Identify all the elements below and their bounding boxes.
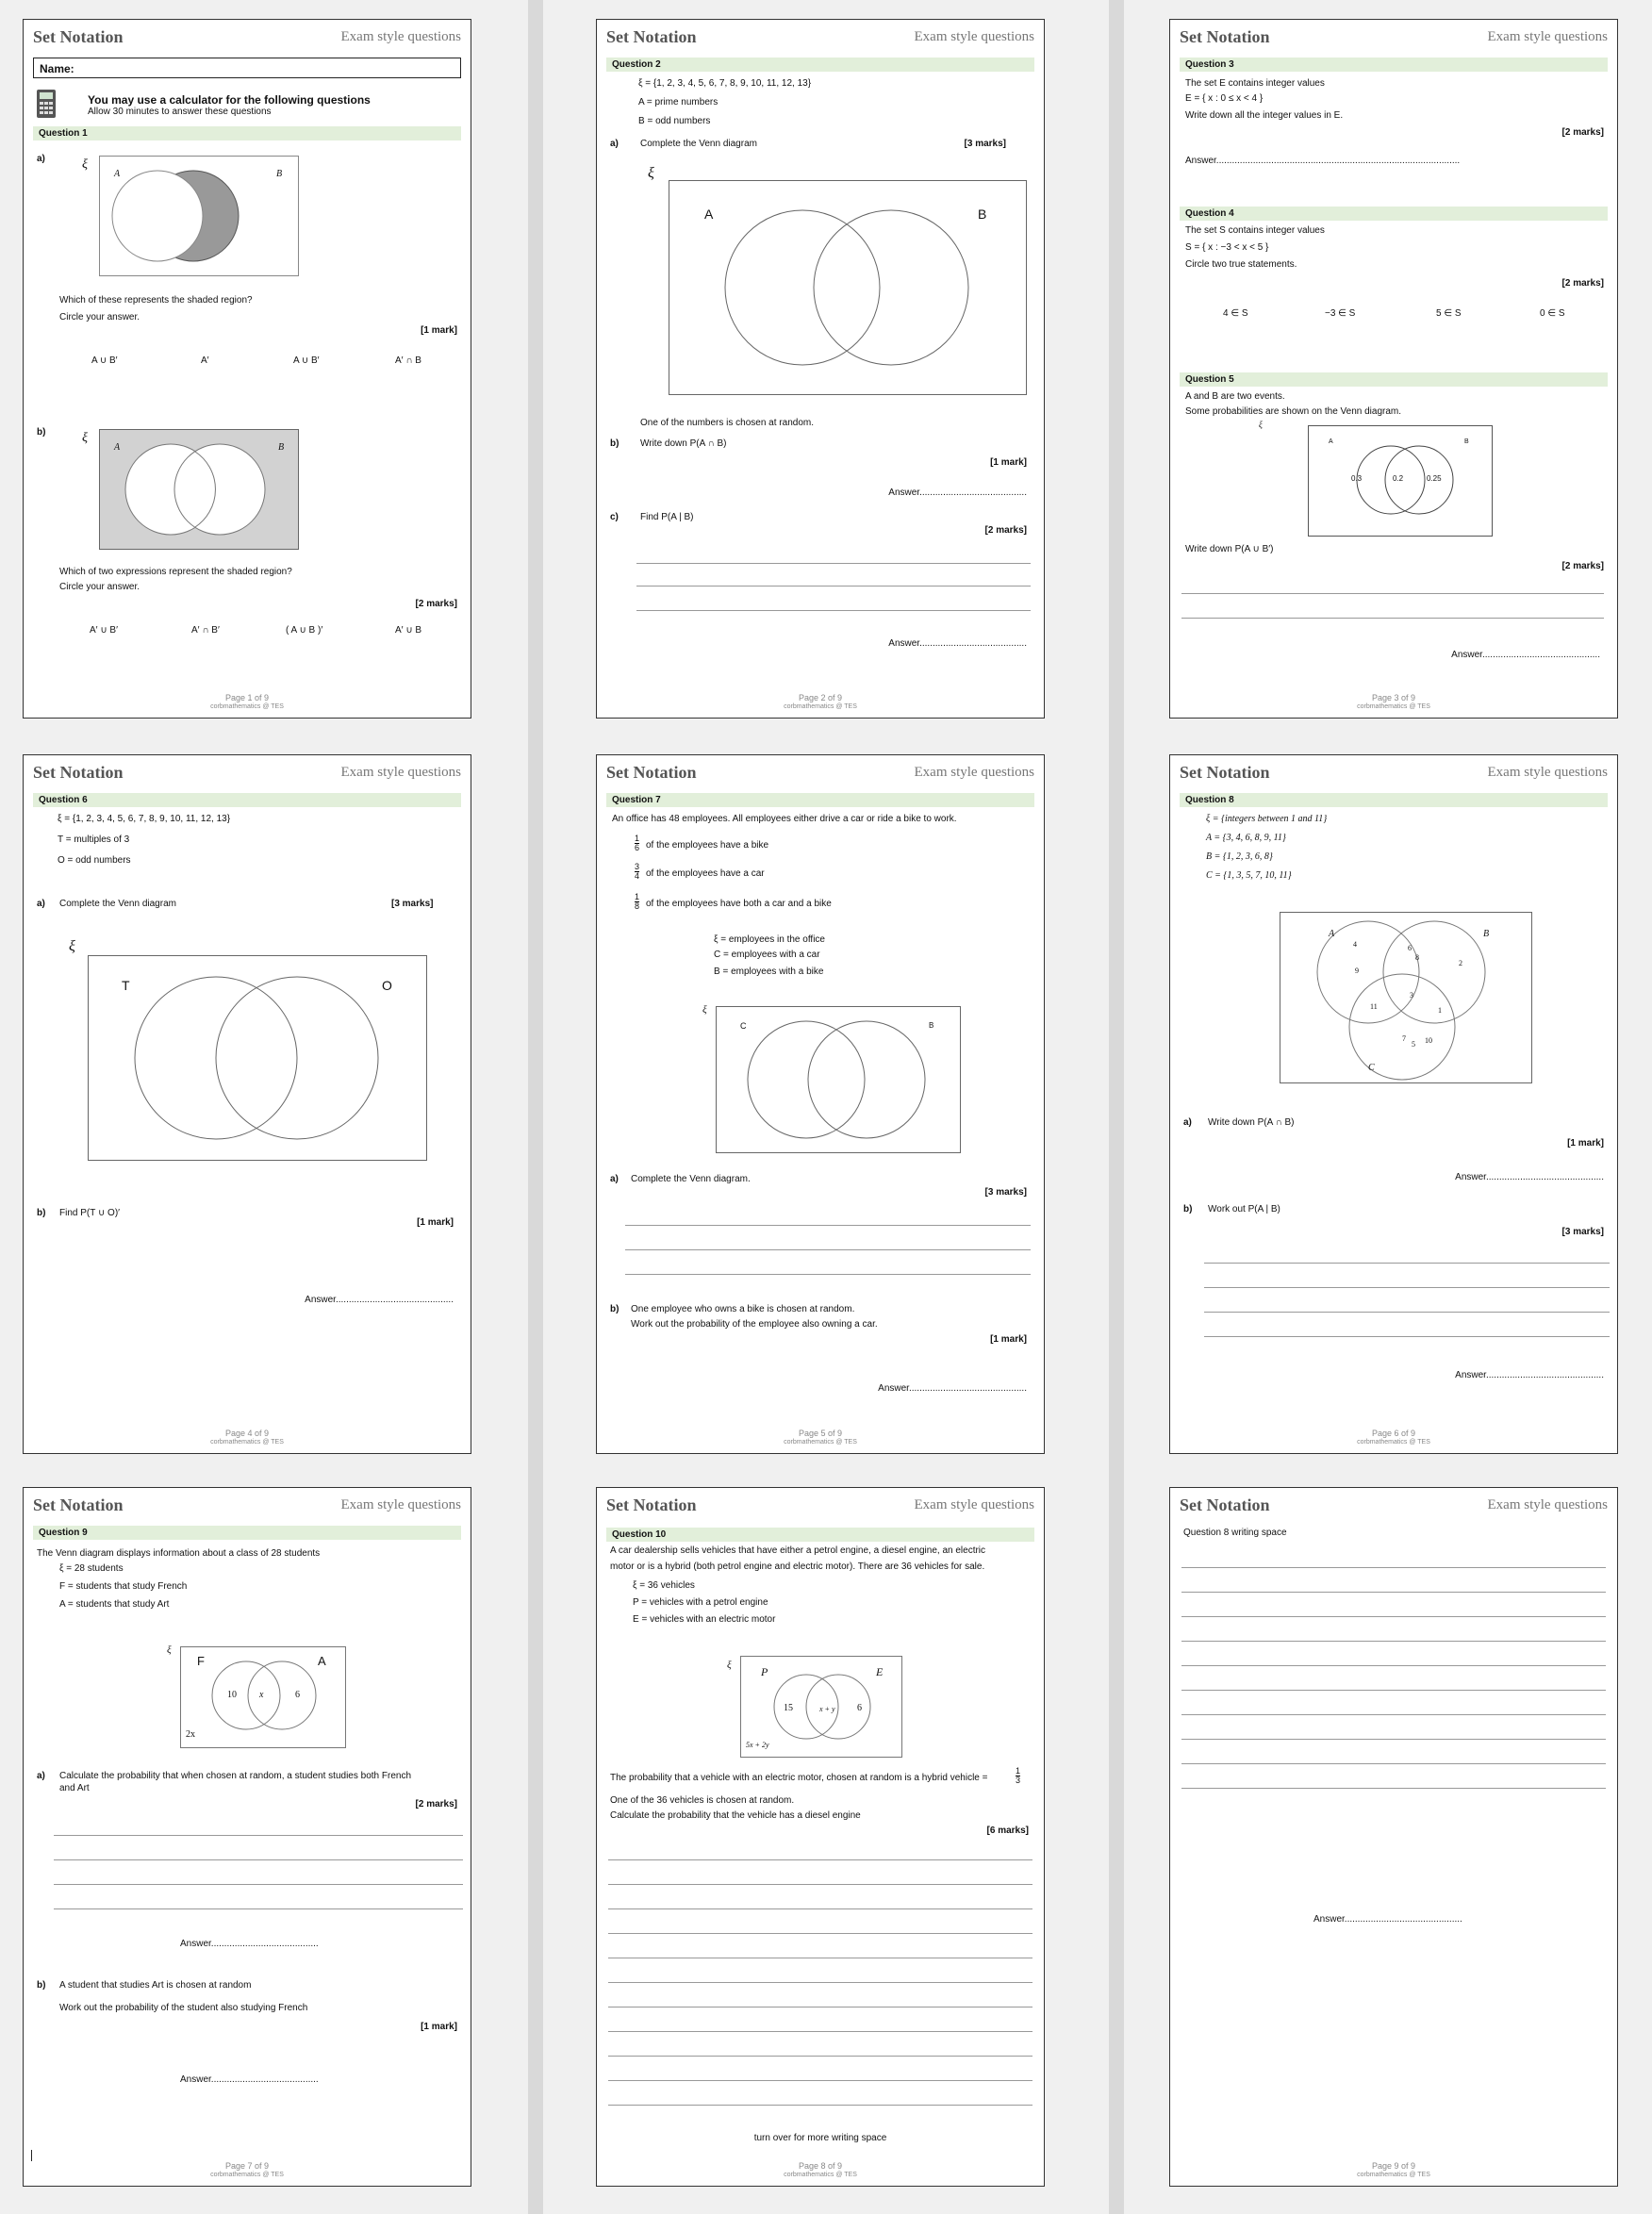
question-text: A student that studies Art is chosen at random	[59, 1980, 252, 1991]
writing-line[interactable]	[1181, 1739, 1606, 1740]
doc-title: Set Notation	[1180, 763, 1270, 782]
question-text: Complete the Venn diagram	[640, 139, 757, 149]
universal-set-definition: ξ = {integers between 1 and 11}	[1206, 814, 1328, 824]
key-text: B = employees with a bike	[714, 967, 824, 977]
name-label: Name:	[40, 62, 74, 75]
question-text: Write down all the integer values in E.	[1185, 110, 1344, 121]
doc-title: Set Notation	[1180, 1495, 1270, 1514]
writing-line[interactable]	[1181, 1567, 1606, 1568]
calculator-instruction: You may use a calculator for the following questions	[88, 93, 371, 107]
set-definition: O = odd numbers	[58, 855, 131, 866]
writing-line[interactable]	[608, 1982, 1032, 1983]
probability-value: 0.2	[1393, 474, 1404, 483]
answer-option[interactable]: A ∪ B′	[91, 355, 118, 366]
writing-line[interactable]	[608, 2105, 1032, 2106]
set-label-o: O	[382, 978, 392, 993]
time-allowance: Allow 30 minutes to answer these questions	[88, 107, 272, 117]
set-definition: B = {1, 2, 3, 6, 8}	[1206, 851, 1273, 862]
writing-line[interactable]	[1181, 593, 1604, 594]
venn-value: 6	[295, 1690, 300, 1700]
page-header	[1180, 1495, 1608, 1516]
instruction-text: Circle your answer.	[59, 312, 140, 322]
marks-label: [2 marks]	[984, 525, 1027, 536]
answer-option[interactable]: A′	[201, 355, 209, 366]
question-heading: Question 2	[606, 58, 1034, 72]
marks-label: [2 marks]	[1561, 561, 1604, 571]
set-label-b: B	[929, 1021, 934, 1030]
universal-set-symbol: ξ	[648, 165, 654, 181]
page-3	[1169, 19, 1618, 719]
venn-value: 9	[1355, 967, 1359, 975]
writing-line[interactable]	[1181, 1665, 1606, 1666]
universal-set-symbol: ξ	[69, 938, 75, 954]
answer-line[interactable]: Answer.............................................	[878, 1383, 1027, 1394]
writing-line[interactable]	[1181, 618, 1604, 619]
question-text: Work out P(A | B)	[1208, 1204, 1280, 1214]
part-label: a)	[610, 1174, 619, 1184]
question-text: Some probabilities are shown on the Venn diagram.	[1185, 406, 1402, 417]
writing-line[interactable]	[1204, 1312, 1610, 1313]
page-9	[1169, 1487, 1618, 2187]
set-label-b: B	[1464, 438, 1469, 445]
writing-line[interactable]	[54, 1908, 463, 1909]
marks-label: [3 marks]	[964, 139, 1006, 149]
doc-subtitle: Exam style questions	[914, 1497, 1034, 1512]
part-label: b)	[1183, 1204, 1193, 1214]
key-text: ξ = employees in the office	[714, 934, 825, 945]
part-label: c)	[610, 512, 619, 522]
set-label-a: A	[114, 442, 121, 453]
page-4	[23, 754, 471, 1454]
question-heading: Question 3	[1180, 58, 1608, 72]
page-7	[23, 1487, 471, 2187]
venn-diagram-blank[interactable]	[716, 1006, 961, 1153]
set-label-c: C	[740, 1021, 747, 1031]
writing-line[interactable]	[625, 1274, 1031, 1275]
page-1	[23, 19, 471, 719]
universal-set-definition: ξ = {1, 2, 3, 4, 5, 6, 7, 8, 9, 10, 11, 12, 13}	[638, 78, 812, 89]
venn-diagram-blank[interactable]	[88, 955, 427, 1161]
text-cursor	[31, 2150, 32, 2161]
page-2	[596, 19, 1045, 719]
set-definition: F = students that study French	[59, 1581, 188, 1592]
writing-line[interactable]	[1204, 1263, 1610, 1264]
question-text: of the employees have a car	[646, 868, 765, 879]
writing-line[interactable]	[1204, 1336, 1610, 1337]
set-definition: A = prime numbers	[638, 97, 719, 107]
set-definition: A = students that study Art	[59, 1599, 170, 1610]
writing-line[interactable]	[625, 1249, 1031, 1250]
page-header	[606, 1495, 1034, 1516]
question-heading: Question 4	[1180, 207, 1608, 221]
doc-subtitle: Exam style questions	[914, 29, 1034, 44]
question-heading: Question 5	[1180, 372, 1608, 387]
writing-line[interactable]	[1181, 1690, 1606, 1691]
writing-line[interactable]	[636, 563, 1031, 564]
set-label-a: A	[704, 207, 714, 222]
doc-title: Set Notation	[33, 763, 124, 782]
instruction-text: Circle your answer.	[59, 582, 140, 592]
writing-line[interactable]	[608, 1933, 1032, 1934]
page-5	[596, 754, 1045, 1454]
question-text: Work out the probability of the employee also owning a car.	[631, 1319, 878, 1330]
answer-option[interactable]: A ∪ B′	[293, 355, 320, 366]
universal-set-symbol: ξ	[727, 1660, 732, 1671]
doc-title: Set Notation	[606, 1495, 697, 1514]
venn-value: x + y	[819, 1705, 835, 1713]
writing-line[interactable]	[608, 2080, 1032, 2081]
part-label: a)	[37, 154, 45, 164]
question-heading: Question 8	[1180, 793, 1608, 807]
marks-label: [3 marks]	[391, 899, 434, 909]
doc-title: Set Notation	[606, 27, 697, 46]
page-footer: Page 6 of 9 corbmathematics @ TES	[1357, 1429, 1430, 1446]
universal-set-symbol: ξ	[167, 1644, 172, 1656]
answer-line[interactable]: Answer.............................................	[305, 1295, 454, 1305]
set-label-b: B	[276, 169, 283, 179]
set-label-t: T	[122, 978, 130, 993]
fraction: 1 3	[1016, 1766, 1021, 1785]
set-label-b: B	[278, 442, 285, 453]
answer-line[interactable]: Answer.............................................	[1455, 1370, 1604, 1380]
page-header	[1180, 27, 1608, 48]
page-header	[1180, 763, 1608, 784]
venn-diagram-blank[interactable]	[669, 180, 1027, 395]
writing-line[interactable]	[636, 610, 1031, 611]
question-text: and Art	[59, 1783, 90, 1793]
marks-label: [3 marks]	[1561, 1227, 1604, 1237]
venn-value: 10	[227, 1690, 237, 1700]
name-field[interactable]	[33, 58, 461, 78]
question-text: A and B are two events.	[1185, 391, 1285, 402]
answer-option[interactable]: 5 ∈ S	[1436, 308, 1462, 319]
doc-subtitle: Exam style questions	[340, 29, 461, 44]
writing-line[interactable]	[608, 1859, 1032, 1860]
venn-value: 15	[784, 1703, 793, 1713]
question-text: Which of two expressions represent the shaded region?	[59, 567, 292, 577]
question-text: Find P(A | B)	[640, 512, 694, 522]
part-label: a)	[1183, 1117, 1192, 1128]
page-footer: Page 3 of 9 corbmathematics @ TES	[1357, 693, 1430, 710]
venn-value: 6	[1408, 944, 1412, 952]
set-label-c: C	[1368, 1063, 1375, 1073]
marks-label: [1 mark]	[1567, 1138, 1604, 1148]
marks-label: [1 mark]	[990, 457, 1027, 468]
question-text: Find P(T ∪ O)′	[59, 1208, 121, 1218]
venn-value: 8	[1415, 953, 1419, 962]
marks-label: [1 mark]	[421, 2022, 457, 2032]
writing-space-heading: Question 8 writing space	[1183, 1528, 1287, 1538]
venn-value: 5	[1412, 1040, 1415, 1049]
doc-subtitle: Exam style questions	[1487, 29, 1608, 44]
question-text: of the employees have both a car and a bike	[646, 899, 832, 909]
page-header	[33, 27, 461, 48]
marks-label: [2 marks]	[1561, 127, 1604, 138]
writing-line[interactable]	[1181, 1763, 1606, 1764]
question-text: Write down P(A ∪ B′)	[1185, 544, 1274, 554]
answer-option[interactable]: 4 ∈ S	[1223, 308, 1248, 319]
answer-option[interactable]: A′ ∩ B	[395, 355, 421, 366]
page-footer: Page 9 of 9 corbmathematics @ TES	[1357, 2161, 1430, 2178]
set-definition: ξ = 36 vehicles	[633, 1580, 695, 1591]
question-heading: Question 6	[33, 793, 461, 807]
answer-line[interactable]: Answer.............................................................................................	[1185, 156, 1461, 166]
venn-diagram-three-sets	[1280, 912, 1532, 1083]
page-8	[596, 1487, 1045, 2187]
writing-line[interactable]	[608, 2056, 1032, 2057]
page-header	[33, 1495, 461, 1516]
part-label: a)	[37, 1771, 45, 1781]
marks-label: [2 marks]	[415, 1799, 457, 1809]
question-text: of the employees have a bike	[646, 840, 769, 851]
doc-title: Set Notation	[606, 763, 697, 782]
set-label-a: A	[318, 1654, 326, 1668]
doc-title: Set Notation	[33, 27, 124, 46]
fraction: 3 4	[635, 862, 640, 881]
question-text: Work out the probability of the student also studying French	[59, 2003, 308, 2013]
answer-option[interactable]: −3 ∈ S	[1325, 308, 1356, 319]
doc-subtitle: Exam style questions	[340, 1497, 461, 1512]
venn-value: 3	[1410, 991, 1413, 1000]
marks-label: [6 marks]	[986, 1826, 1029, 1836]
part-label: a)	[37, 899, 45, 909]
set-label-a: A	[114, 169, 121, 179]
set-definition: S = { x : −3 < x < 5 }	[1185, 242, 1269, 253]
page-footer: Page 4 of 9 corbmathematics @ TES	[210, 1429, 284, 1446]
question-text: motor or is a hybrid (both petrol engine and electric motor). There are 36 vehicles for sale.	[610, 1561, 985, 1572]
universal-set-symbol: ξ	[702, 1004, 707, 1016]
probability-value: 0.25	[1427, 474, 1442, 483]
venn-value: 10	[1425, 1036, 1432, 1045]
set-definition: E = { x : 0 ≤ x < 4 }	[1185, 93, 1264, 104]
part-label: b)	[610, 1304, 620, 1314]
set-definition: A = {3, 4, 6, 8, 9, 11}	[1206, 833, 1286, 843]
writing-line[interactable]	[54, 1835, 463, 1836]
marks-label: [1 mark]	[421, 325, 457, 336]
set-definition: T = multiples of 3	[58, 834, 130, 845]
doc-subtitle: Exam style questions	[1487, 1497, 1608, 1512]
part-label: b)	[37, 1980, 46, 1991]
venn-value: 7	[1402, 1034, 1406, 1043]
question-text: Calculate the probability that the vehicle has a diesel engine	[610, 1810, 861, 1821]
writing-line[interactable]	[625, 1225, 1031, 1226]
venn-value: 6	[857, 1703, 862, 1713]
part-label: b)	[37, 427, 46, 438]
universal-set-symbol: ξ	[82, 431, 88, 445]
answer-line[interactable]: Answer.........................................	[180, 1939, 319, 1949]
part-label: b)	[37, 1208, 46, 1218]
question-heading: Question 9	[33, 1526, 461, 1540]
answer-line[interactable]: Answer.........................................	[888, 638, 1027, 649]
question-text: An office has 48 employees. All employees either drive a car or ride a bike to work.	[612, 814, 957, 824]
writing-line[interactable]	[636, 586, 1031, 587]
question-text: One of the 36 vehicles is chosen at random.	[610, 1795, 795, 1806]
venn-value: 4	[1353, 940, 1357, 949]
writing-line[interactable]	[1181, 1616, 1606, 1617]
marks-label: [2 marks]	[1561, 278, 1604, 289]
page-header	[606, 27, 1034, 48]
page-footer: Page 8 of 9 corbmathematics @ TES	[784, 2161, 857, 2178]
venn-value: 1	[1438, 1006, 1442, 1015]
answer-line[interactable]: Answer.........................................	[888, 487, 1027, 498]
set-label-f: F	[197, 1654, 205, 1668]
answer-option[interactable]: ( A ∪ B )′	[286, 625, 323, 636]
set-definition: ξ = 28 students	[59, 1563, 124, 1574]
page-footer: Page 7 of 9 corbmathematics @ TES	[210, 2161, 284, 2178]
writing-line[interactable]	[1204, 1287, 1610, 1288]
question-text: Write down P(A ∩ B)	[640, 438, 727, 449]
answer-line[interactable]: Answer.............................................	[1455, 1172, 1604, 1182]
question-heading: Question 10	[606, 1528, 1034, 1542]
answer-option[interactable]: A′ ∩ B′	[191, 625, 220, 636]
key-text: C = employees with a car	[714, 950, 820, 960]
answer-line[interactable]: Answer.............................................	[1451, 650, 1600, 660]
question-text: Complete the Venn diagram.	[631, 1174, 751, 1184]
answer-option[interactable]: A′ ∪ B	[395, 625, 422, 636]
question-text: Circle two true statements.	[1185, 259, 1297, 270]
set-definition: B = odd numbers	[638, 116, 711, 126]
venn-value: 2	[1459, 959, 1462, 967]
writing-line[interactable]	[608, 1908, 1032, 1909]
set-label-p: P	[761, 1665, 768, 1678]
doc-title: Set Notation	[33, 1495, 124, 1514]
part-label: b)	[610, 438, 620, 449]
question-text: Which of these represents the shaded region?	[59, 295, 253, 306]
question-text: One of the numbers is chosen at random.	[640, 418, 814, 428]
question-heading: Question 1	[33, 126, 461, 140]
set-definition: E = vehicles with an electric motor	[633, 1614, 776, 1625]
writing-line[interactable]	[1181, 1714, 1606, 1715]
venn-value: 2x	[186, 1729, 195, 1740]
venn-value: 11	[1370, 1002, 1378, 1011]
set-definition: C = {1, 3, 5, 7, 10, 11}	[1206, 870, 1292, 881]
marks-label: [2 marks]	[415, 599, 457, 609]
venn-diagram-1a	[99, 156, 299, 276]
page-footer: Page 5 of 9 corbmathematics @ TES	[784, 1429, 857, 1446]
answer-option[interactable]: A′ ∪ B′	[90, 625, 118, 636]
page-footer: Page 2 of 9 corbmathematics @ TES	[784, 693, 857, 710]
writing-line[interactable]	[1181, 1592, 1606, 1593]
question-text: Complete the Venn diagram	[59, 899, 176, 909]
doc-subtitle: Exam style questions	[340, 765, 461, 780]
marks-label: [1 mark]	[990, 1334, 1027, 1345]
writing-line[interactable]	[608, 2031, 1032, 2032]
doc-title: Set Notation	[1180, 27, 1270, 46]
fraction: 1 6	[635, 834, 640, 852]
page-header	[33, 763, 461, 784]
page-gutter	[528, 0, 543, 2214]
probability-value: 0.3	[1351, 474, 1363, 483]
question-text: The set E contains integer values	[1185, 78, 1325, 89]
question-text: The probability that a vehicle with an electric motor, chosen at random is a hybrid vehicle =	[610, 1773, 988, 1783]
question-text: Calculate the probability that when chosen at random, a student studies both French	[59, 1771, 412, 1781]
doc-subtitle: Exam style questions	[1487, 765, 1608, 780]
venn-diagram-1b	[99, 429, 299, 550]
set-label-a: A	[1329, 438, 1333, 445]
question-text: A car dealership sells vehicles that have either a petrol engine, a diesel engine, an electric	[610, 1545, 986, 1556]
marks-label: [3 marks]	[984, 1187, 1027, 1198]
set-label-a: A	[1329, 929, 1335, 939]
page-header	[606, 763, 1034, 784]
question-text: The set S contains integer values	[1185, 225, 1325, 236]
page-footer: Page 1 of 9 corbmathematics @ TES	[210, 693, 284, 710]
answer-option[interactable]: 0 ∈ S	[1540, 308, 1565, 319]
venn-value: x	[259, 1690, 264, 1700]
set-definition: P = vehicles with a petrol engine	[633, 1597, 768, 1608]
universal-set-symbol: ξ	[1259, 420, 1263, 429]
page-gutter	[1109, 0, 1124, 2214]
answer-line[interactable]: Answer.........................................	[180, 2074, 319, 2085]
doc-subtitle: Exam style questions	[914, 765, 1034, 780]
set-label-b: B	[1483, 929, 1490, 939]
venn-value: 5x + 2y	[746, 1741, 769, 1749]
calculator-icon	[37, 90, 56, 118]
writing-line[interactable]	[54, 1859, 463, 1860]
turn-over-note: turn over for more writing space	[753, 2133, 887, 2143]
writing-line[interactable]	[1181, 1788, 1606, 1789]
fraction: 1 8	[635, 892, 640, 911]
question-text: One employee who owns a bike is chosen at random.	[631, 1304, 855, 1314]
set-label-b: B	[978, 207, 987, 222]
universal-set-symbol: ξ	[82, 157, 88, 172]
writing-line[interactable]	[608, 1884, 1032, 1885]
question-text: The Venn diagram displays information about a class of 28 students	[37, 1548, 321, 1559]
question-heading: Question 7	[606, 793, 1034, 807]
page-6	[1169, 754, 1618, 1454]
writing-line[interactable]	[54, 1884, 463, 1885]
part-label: a)	[610, 139, 619, 149]
writing-line[interactable]	[1181, 1641, 1606, 1642]
universal-set-definition: ξ = {1, 2, 3, 4, 5, 6, 7, 8, 9, 10, 11, 12, 13}	[58, 814, 231, 824]
set-label-e: E	[876, 1665, 884, 1678]
question-text: Write down P(A ∩ B)	[1208, 1117, 1295, 1128]
answer-line[interactable]: Answer.............................................	[1313, 1914, 1462, 1925]
marks-label: [1 mark]	[417, 1217, 454, 1228]
